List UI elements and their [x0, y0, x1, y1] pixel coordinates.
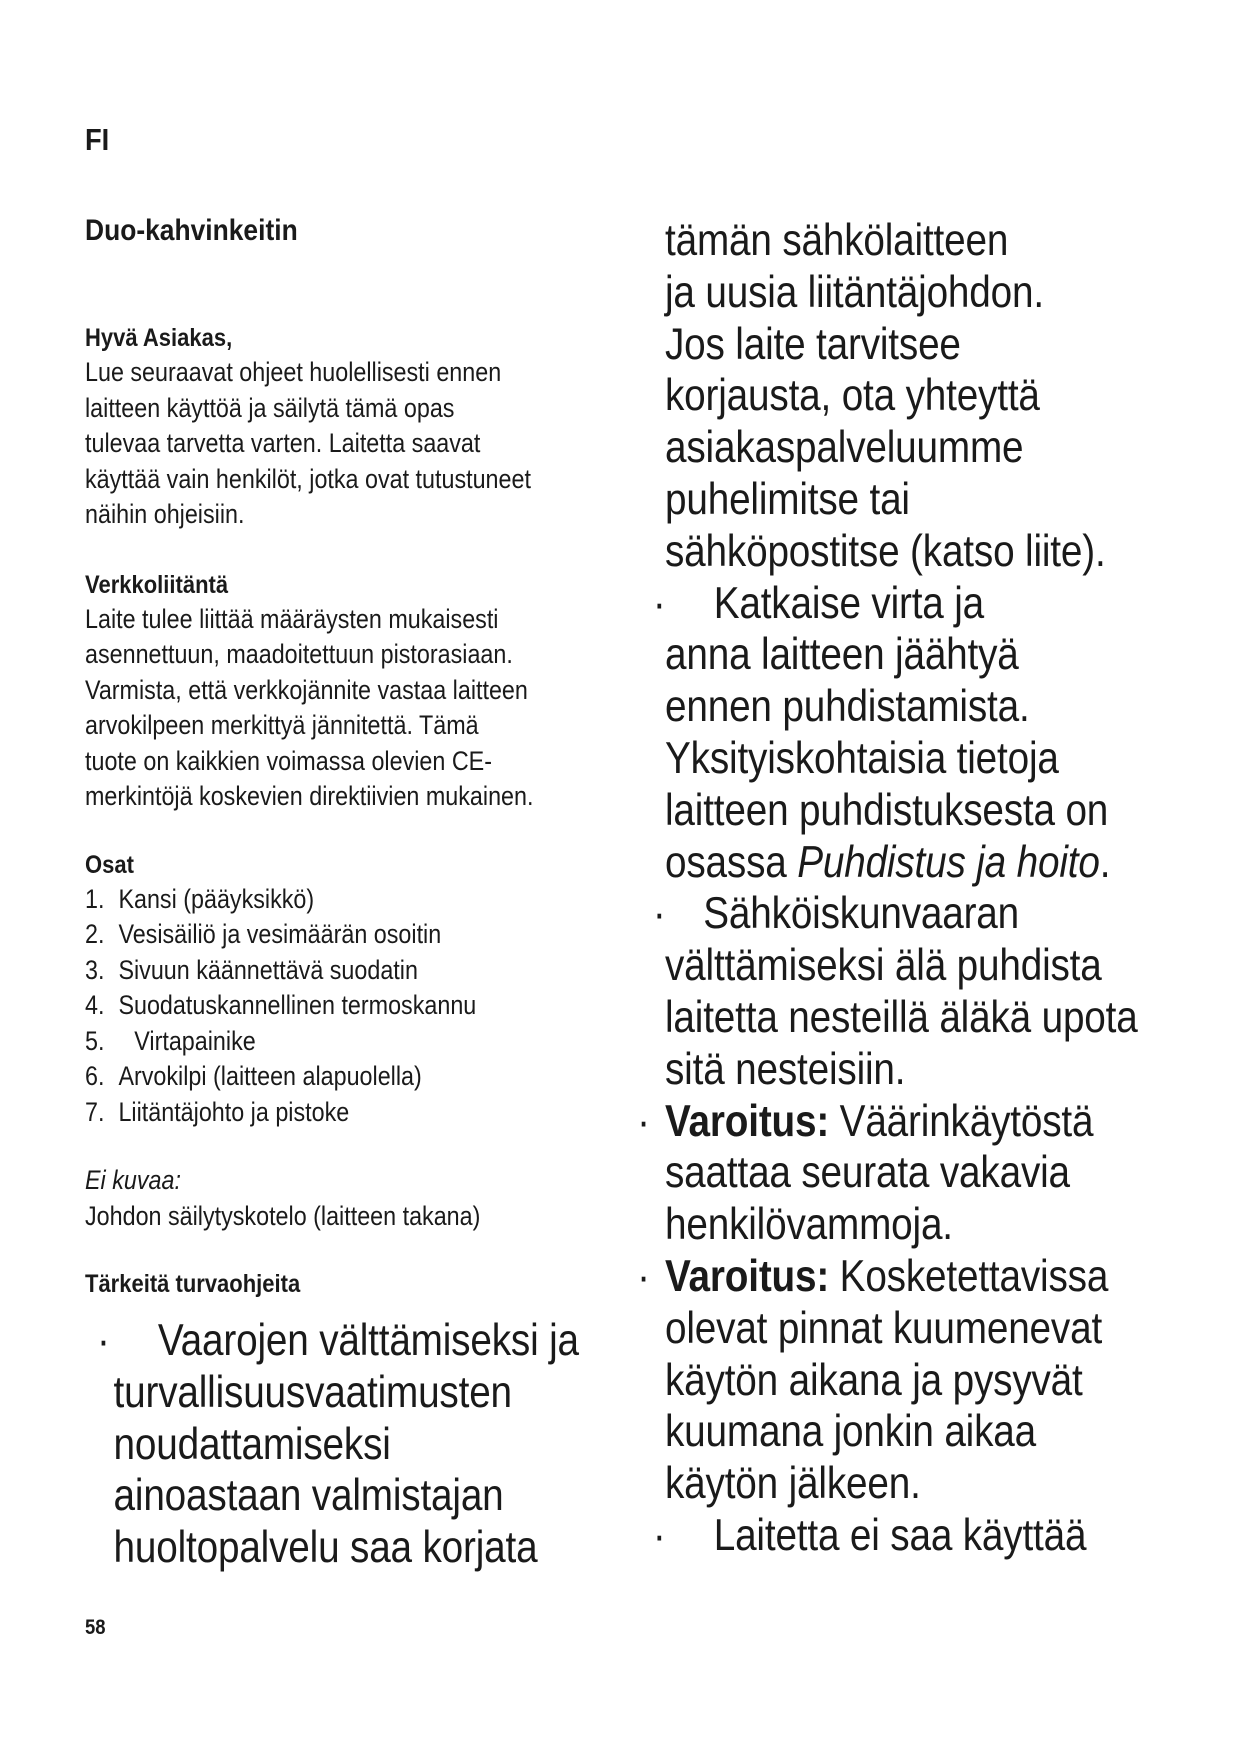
bullet: ·: [652, 889, 666, 939]
page-number: 58: [85, 1616, 106, 1639]
page-title: Duo-kahvinkeitin: [85, 214, 298, 247]
list-item: 3. Sivuun käännettävä suodatin: [85, 954, 418, 985]
intro-line: näihin ohjeisiin.: [85, 499, 245, 529]
safety-line: · Katkaise virta ja: [652, 578, 985, 628]
not-shown-label: Ei kuvaa:: [85, 1165, 181, 1195]
intro-section: [85, 322, 578, 533]
safety-heading: Tärkeitä turvaohjeita: [85, 1270, 301, 1298]
intro-line: tulevaa tarvetta varten. Laitetta saavat: [85, 428, 481, 458]
intro-line: Lue seuraavat ohjeet huolellisesti ennen: [85, 357, 502, 387]
network-heading: Verkkoliitäntä: [85, 570, 229, 599]
network-section: [85, 569, 578, 815]
list-item: 7. Liitäntäjohto ja pistoke: [85, 1096, 350, 1127]
safety-line: · Varoitus: Kosketettavissa: [637, 1251, 1109, 1301]
safety-line: korjausta, ota yhteyttä: [665, 371, 1040, 421]
not-shown-text: Johdon säilytyskotelo (laitteen takana): [85, 1200, 481, 1231]
safety-line: · Laitetta ei saa käyttää: [652, 1510, 1087, 1560]
network-line: Laite tulee liittää määräysten mukaisesti: [85, 603, 499, 634]
bullet: ·: [637, 1251, 650, 1301]
safety-line: turvallisuusvaatimusten: [113, 1367, 512, 1417]
safety-line: Yksityiskohtaisia tietoja: [665, 733, 1059, 783]
safety-line: laitetta nesteillä äläkä upota: [665, 992, 1138, 1042]
safety-line: · Vaarojen välttämiseksi ja: [97, 1316, 579, 1365]
safety-line: sähköpostitse (katso liite).: [665, 526, 1106, 576]
safety-line: noudattamiseksi: [113, 1419, 391, 1469]
left-column: [85, 322, 645, 1301]
bullet: ·: [652, 578, 666, 628]
list-item: 5. Virtapainike: [85, 1025, 256, 1056]
safety-line: henkilövammoja.: [665, 1200, 953, 1250]
safety-line: saattaa seurata vakavia: [665, 1148, 1070, 1198]
bullet: ·: [97, 1316, 110, 1365]
language-code: FI: [85, 122, 110, 157]
safety-line: puhelimitse tai: [665, 474, 910, 524]
parts-heading: Osat: [85, 850, 134, 879]
safety-line: anna laitteen jäähtyä: [665, 630, 1019, 680]
warning-label: Varoitus:: [665, 1096, 830, 1146]
warning-label: Varoitus:: [665, 1251, 830, 1301]
safety-line: laitteen puhdistuksesta on: [665, 785, 1109, 835]
safety-line: huoltopalvelu saa korjata: [113, 1523, 538, 1573]
network-line: tuote on kaikkien voimassa olevien CE-: [85, 745, 493, 776]
safety-line: kuumana jonkin aikaa: [665, 1407, 1037, 1457]
network-line: arvokilpeen merkittyä jännitettä. Tämä: [85, 710, 479, 740]
network-line: asennettuun, maadoitettuun pistorasiaan.: [85, 639, 513, 669]
safety-line: asiakaspalveluumme: [665, 423, 1024, 473]
parts-section: [85, 849, 578, 1235]
safety-line: tämän sähkölaitteen: [665, 216, 1009, 265]
parts-list: [85, 882, 578, 1131]
safety-line: välttämiseksi älä puhdista: [665, 941, 1102, 991]
bullet: ·: [637, 1096, 650, 1146]
safety-line: · Sähköiskunvaaran: [652, 889, 1020, 939]
safety-line: käytön aikana ja pysyvät: [665, 1355, 1083, 1405]
intro-line: käyttää vain henkilöt, jotka ovat tutustuneet: [85, 463, 531, 494]
safety-line: · Varoitus: Väärinkäytöstä: [637, 1096, 1094, 1146]
list-item: 4. Suodatuskannellinen termoskannu: [85, 990, 477, 1020]
list-item: 1. Kansi (pääyksikkö): [85, 883, 315, 914]
bullet: ·: [652, 1510, 666, 1560]
intro-line: laitteen käyttöä ja säilytä tämä opas: [85, 392, 455, 423]
list-item: 6. Arvokilpi (laitteen alapuolella): [85, 1061, 422, 1091]
intro-heading: Hyvä Asiakas,: [85, 324, 233, 352]
safety-line: ennen puhdistamista.: [665, 682, 1030, 732]
safety-line: ja uusia liitäntäjohdon.: [665, 267, 1044, 317]
safety-line: osassa Puhdistus ja hoito.: [665, 837, 1111, 887]
safety-line: ainoastaan valmistajan: [113, 1471, 504, 1521]
safety-line: käytön jälkeen.: [665, 1459, 921, 1509]
safety-section: [85, 1268, 578, 1301]
safety-line: Jos laite tarvitsee: [665, 319, 961, 369]
list-item: 2. Vesisäiliö ja vesimäärän osoitin: [85, 919, 442, 949]
safety-line: sitä nesteisiin.: [665, 1044, 906, 1094]
safety-right-block: [637, 215, 1138, 1562]
section-reference: Puhdistus ja hoito: [797, 837, 1100, 887]
network-line: merkintöjä koskevien direktiivien mukainen.: [85, 781, 534, 811]
network-line: Varmista, että verkkojännite vastaa laitteen: [85, 674, 528, 705]
safety-left-block: [97, 1315, 579, 1574]
safety-line: olevat pinnat kuumenevat: [665, 1303, 1103, 1353]
